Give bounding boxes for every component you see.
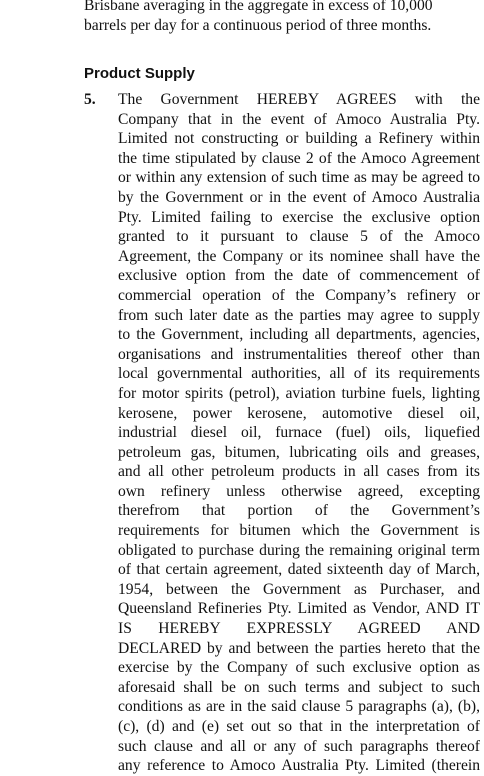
clause-line: to the Government, including all departments, agencies, [118, 326, 480, 344]
clause-line: therefrom that portion of the Government’s [118, 502, 480, 520]
clause-line: exercise by the Company of such exclusive option as [118, 659, 480, 677]
clause-line: industrial diesel oil, furnace (fuel) oils, liquefied [118, 424, 480, 442]
clause-line: Company that in the event of Amoco Australia Pty. [118, 110, 480, 128]
clause-line: from such later date as the parties may agree to supply [118, 306, 480, 324]
clause-line: kerosene, power kerosene, automotive diesel oil, [118, 404, 480, 422]
clause-number: 5. [84, 91, 96, 108]
intro-line: Brisbane averaging in the aggregate in excess of 10,000 [84, 0, 433, 14]
clause-body [118, 90, 480, 776]
clause-line: of that certain agreement, dated sixteenth day of March, [118, 561, 480, 579]
clause-line: by the Government or in the event of Amoco Australia [118, 188, 480, 206]
clause-line: DECLARED by and between the parties hereto that the [118, 639, 480, 657]
intro-paragraph [84, 0, 484, 35]
clause-line: organisations and instrumentalities thereof other than [118, 345, 480, 363]
clause-line: own refinery unless otherwise agreed, excepting [118, 482, 480, 500]
clause-line: (c), (d) and (e) set out so that in the interpretation of [118, 718, 480, 735]
clause-line: aforesaid shall be on such terms and subject to such [118, 678, 480, 696]
clause-line: obligated to purchase during the remaining original term [118, 541, 480, 559]
clause-line: and all other petroleum products in all cases from its [118, 463, 480, 481]
clause-line: Queensland Refineries Pty. Limited as Vendor, AND IT [118, 600, 480, 618]
clause-line: Limited not constructing or building a Refinery within [118, 130, 480, 148]
clause-line: requirements for bitumen which the Government is [118, 522, 480, 540]
clause-line: conditions as are in the said clause 5 paragraphs (a), (b), [118, 698, 480, 716]
clause-line: IS HEREBY EXPRESSLY AGREED AND [118, 620, 480, 638]
clause-line: 1954, between the Government as Purchaser, and [118, 580, 480, 598]
clause-line: or within any extension of such time as may be agreed to [118, 169, 480, 187]
clause-line: such clause and all or any of such paragraphs thereof [118, 737, 480, 755]
clause-line: any reference to Amoco Australia Pty. Limited (therein [118, 757, 480, 775]
clause-line: exclusive option from the date of commencement of [118, 267, 480, 285]
clause-line: granted to it pursuant to clause 5 of the Amoco [118, 228, 480, 246]
clause-line: local governmental authorities, all of its requirements [118, 365, 480, 383]
clause-line: petroleum gas, bitumen, lubricating oils and greases, [118, 443, 480, 461]
clause-line: Pty. Limited failing to exercise the exclusive option [118, 208, 480, 226]
clause-line: for motor spirits (petrol), aviation turbine fuels, lighting [118, 384, 480, 402]
clause-line: commercial operation of the Company’s refinery or [118, 286, 480, 304]
clause-line: the time stipulated by clause 2 of the Amoco Agreement [118, 149, 480, 167]
section-heading: Product Supply [84, 65, 195, 82]
clause-line: Agreement, the Company or its nominee shall have the [118, 247, 480, 265]
intro-line: barrels per day for a continuous period of three months. [84, 16, 432, 34]
clause-line: The Government HEREBY AGREES with the [118, 91, 480, 108]
